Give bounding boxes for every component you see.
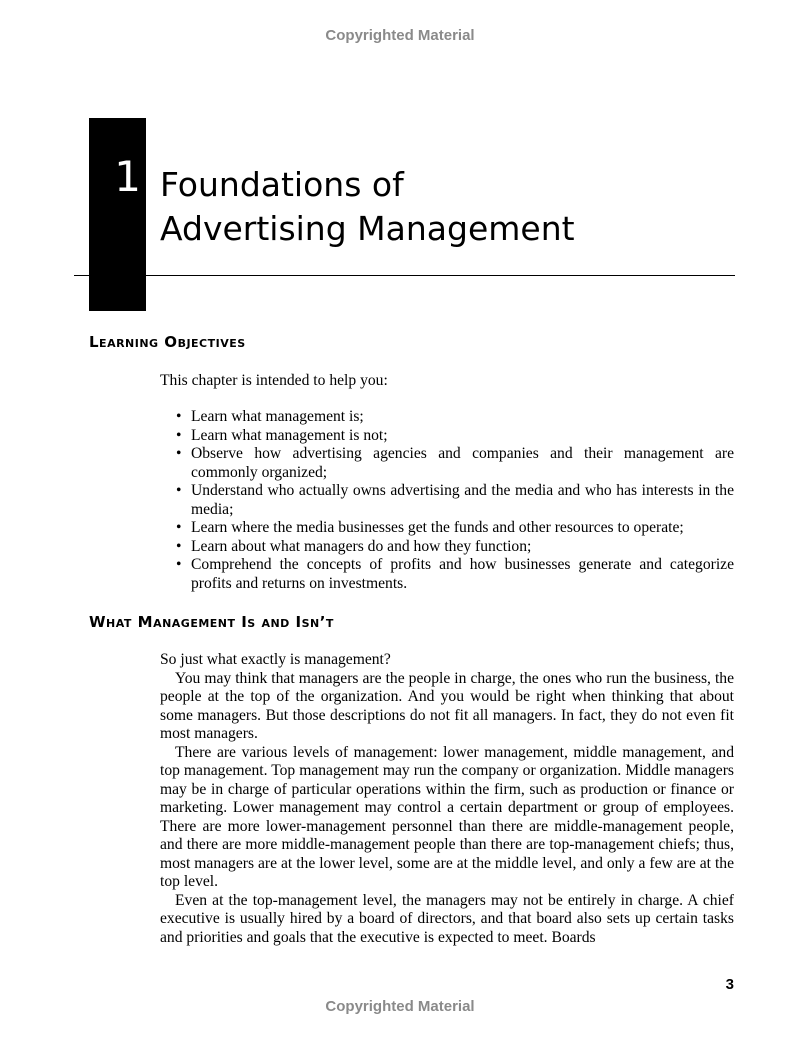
copyright-watermark-bottom: Copyrighted Material [325, 998, 475, 1015]
chapter-title [160, 163, 575, 251]
title-rule [74, 275, 735, 276]
objective-item: • Learn what management is not; [176, 427, 734, 446]
chapter-number-block [89, 118, 146, 311]
objectives-intro: This chapter is intended to help you: [160, 372, 388, 389]
body-paragraph: You may think that managers are the people in charge, the ones who run the business, the people at the top of the organization. And you would be right when thinking that about some managers. But those descriptions do not fit all managers. In fact, they do not even fit most managers. [160, 669, 734, 742]
objectives-list [176, 408, 734, 593]
objective-item: • Observe how advertising agencies and companies and their management are commonly organized; [176, 445, 734, 482]
page-number: 3 [725, 976, 734, 993]
learning-objectives-heading: Learning Objectives [89, 333, 246, 351]
objective-item: • Learn about what managers do and how they function; [176, 538, 734, 557]
objective-item: • Learn where the media businesses get the funds and other resources to operate; [176, 519, 734, 538]
body-paragraph: Even at the top-management level, the managers may not be entirely in charge. A chief executive is usually hired by a board of directors, and that board also sets up certain tasks and priorities and goals that the executive is expected to meet. Boards [160, 891, 734, 946]
objective-item: • Learn what management is; [176, 408, 734, 427]
management-section-heading: What Management Is and Isn’t [89, 613, 334, 631]
body-paragraph: There are various levels of management: lower management, middle management, and top management. Top management may run the company or organization. Middle managers may be in charge of particular operations within the firm, such as production or finance or marketing. Lower management may control a certain department or group of employees. There are more lower-management personnel than there are middle-management people, and there are more middle-management people than there are top-management chiefs; thus, most managers are at the lower level, some are at the middle level, and only a few are at the top level. [160, 743, 734, 890]
chapter-title-line-1: Foundations of [160, 165, 404, 204]
chapter-number: 1 [114, 152, 141, 201]
body-paragraph: So just what exactly is management? [160, 651, 391, 668]
management-body [160, 651, 734, 947]
chapter-title-line-2: Advertising Management [160, 209, 575, 248]
objective-item: • Comprehend the concepts of profits and how businesses generate and categorize profits and returns on investments. [176, 556, 734, 593]
copyright-watermark-top: Copyrighted Material [325, 27, 475, 44]
objective-item: • Understand who actually owns advertising and the media and who has interests in the media; [176, 482, 734, 519]
